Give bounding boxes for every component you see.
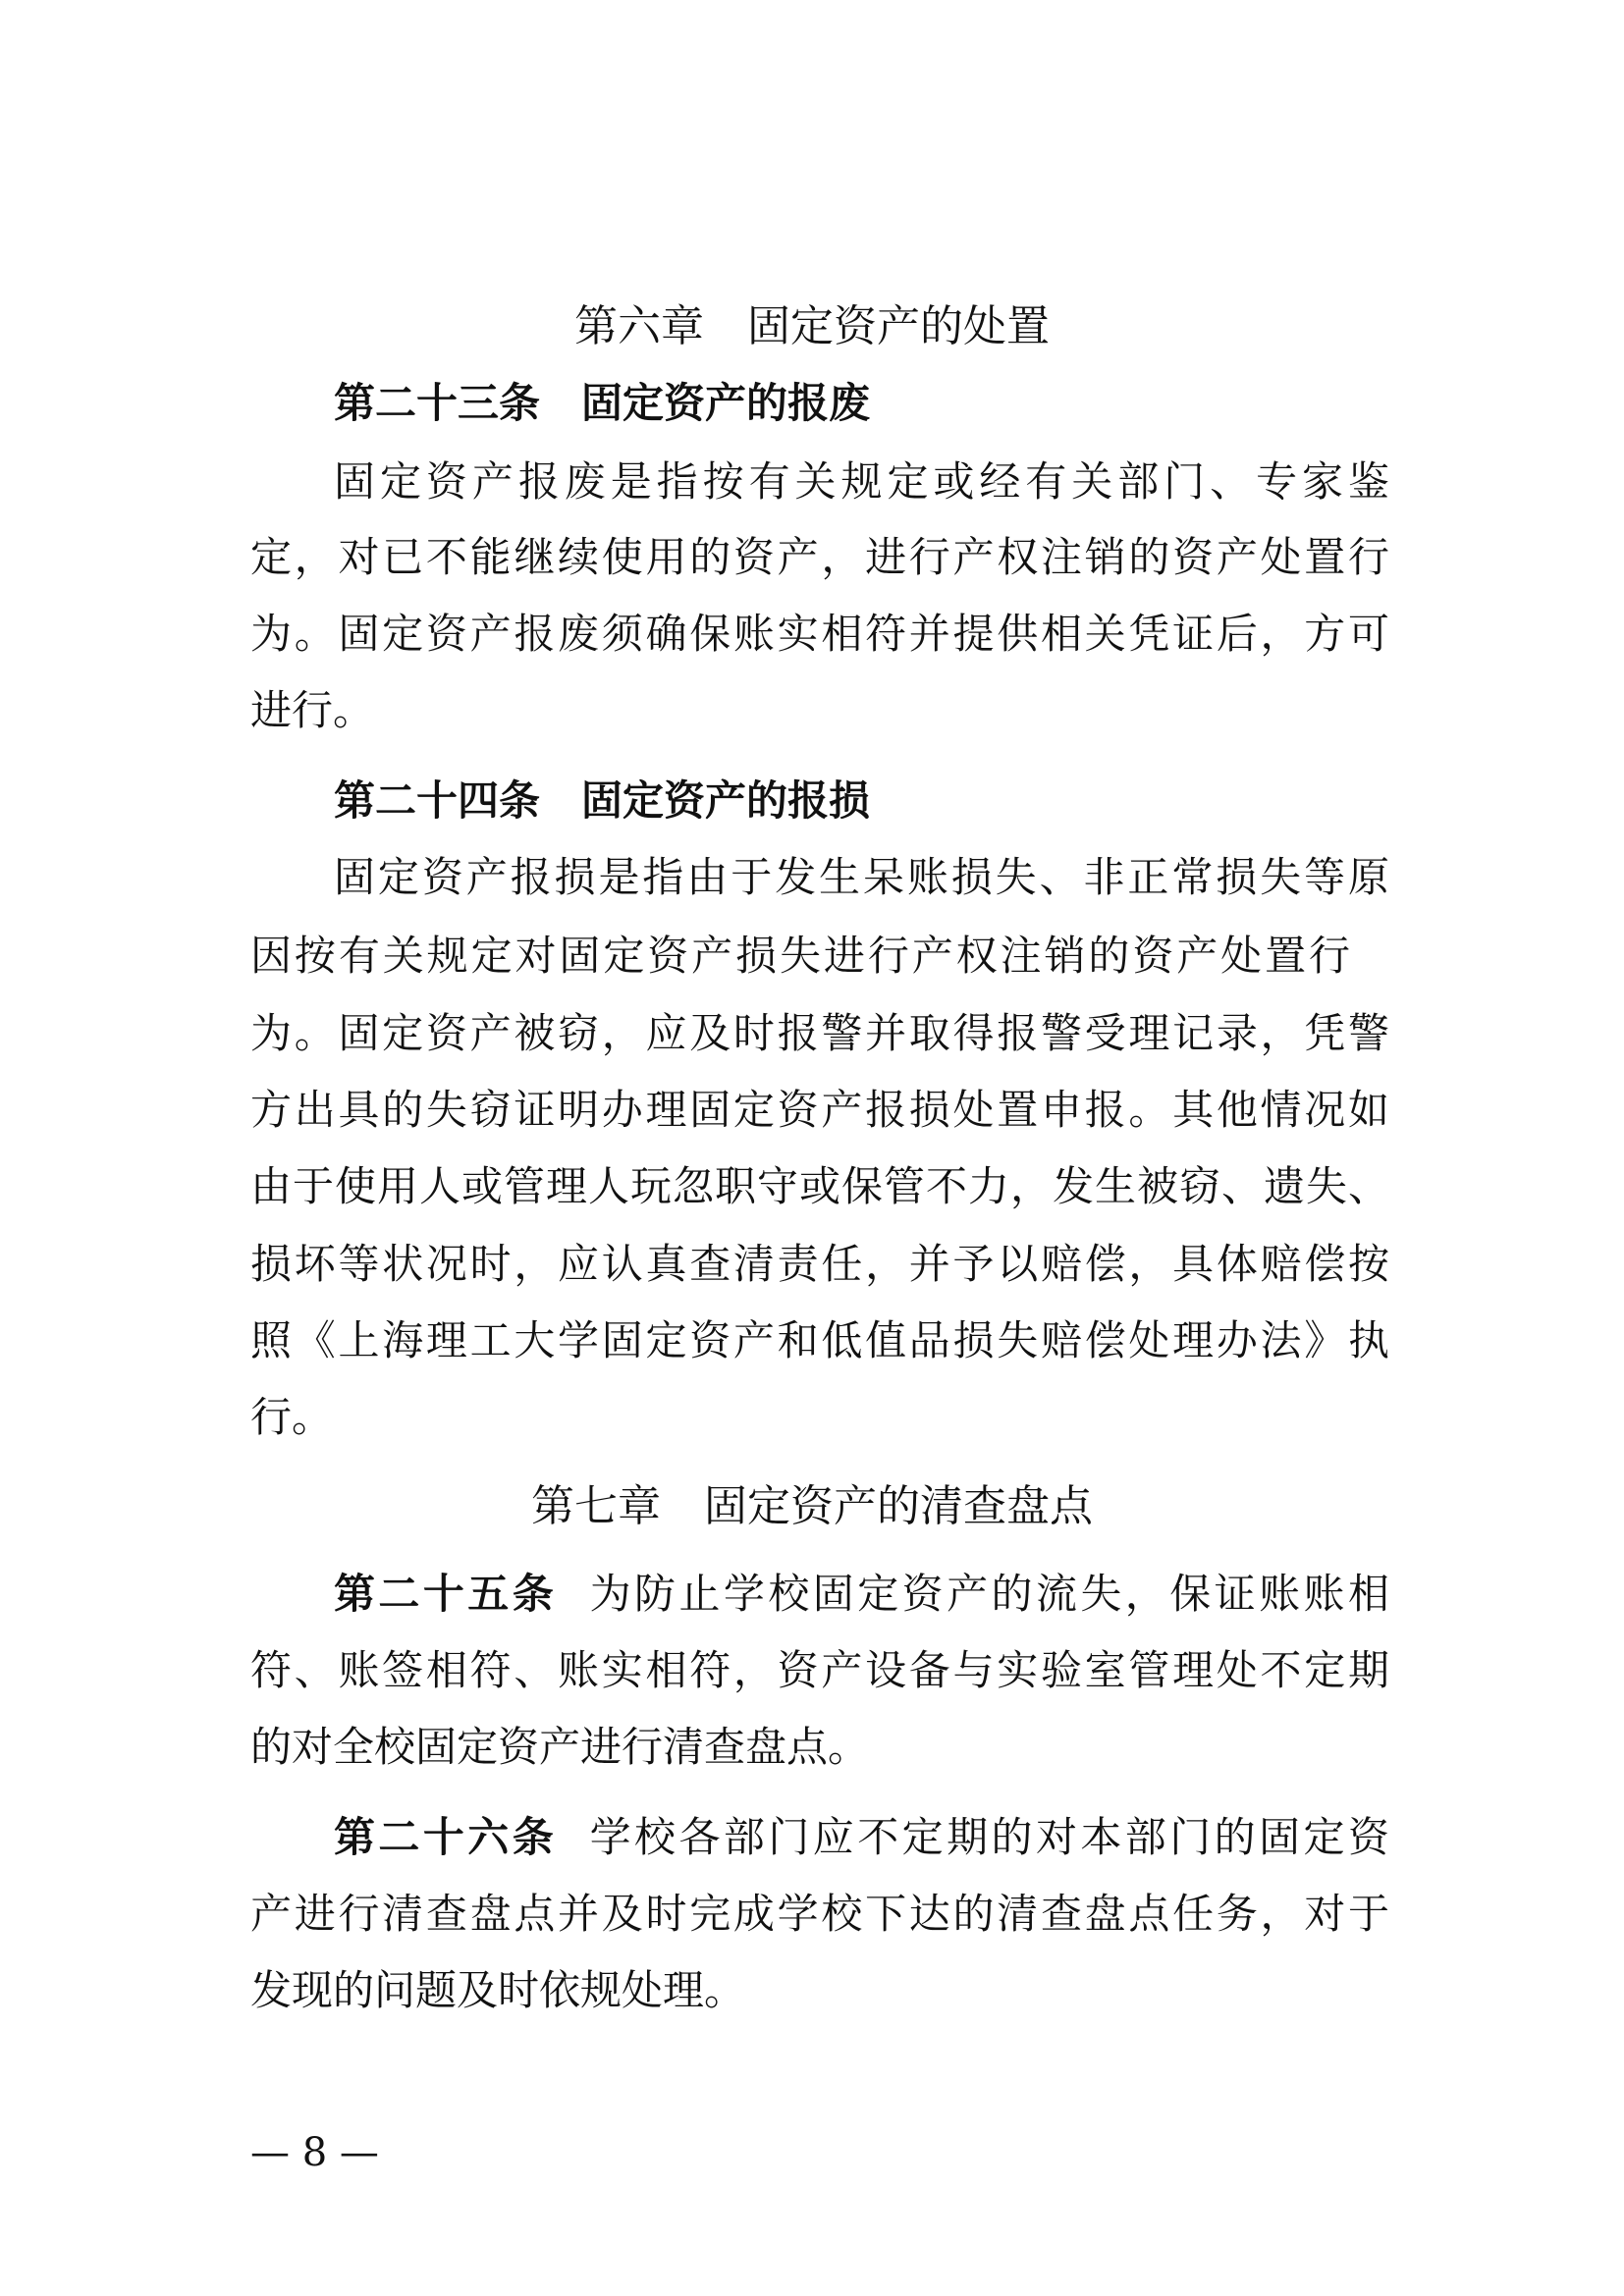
paragraph-line: 发现的问题及时依规处理。 (250, 1966, 746, 2014)
chapter-label: 第七章 (531, 1481, 661, 1531)
chapter-heading (0, 1480, 1624, 1533)
article-number: 第二十四条 (334, 776, 541, 825)
chapter-title: 固定资产的处置 (747, 301, 1050, 351)
article-title: 固定资产的报损 (581, 776, 871, 825)
paragraph-line: 由于使用人或管理人玩忽职守或保管不力，发生被窃、遗失、 (250, 1162, 1389, 1210)
article-heading (334, 775, 870, 827)
paragraph-line: 进行。 (250, 686, 375, 734)
paragraph-line: 定，对已不能继续使用的资产，进行产权注销的资产处置行 (250, 533, 1389, 581)
chapter-title: 固定资产的清查盘点 (704, 1481, 1093, 1531)
paragraph-line: 照《上海理工大学固定资产和低值品损失赔偿处理办法》执 (250, 1316, 1389, 1364)
paragraph-line: 产进行清查盘点并及时完成学校下达的清查盘点任务，对于 (250, 1890, 1389, 1938)
paragraph-line: 的对全校固定资产进行清查盘点。 (250, 1723, 870, 1771)
article-first-line (334, 1812, 1389, 1863)
paragraph-line: 符、账签相符、账实相符，资产设备与实验室管理处不定期 (250, 1646, 1389, 1694)
chapter-label: 第六章 (574, 301, 704, 351)
paragraph-line: 行。 (250, 1393, 334, 1441)
article-text: 学校各部门应不定期的对本部门的固定资 (586, 1813, 1389, 1861)
article-text: 为防止学校固定资产的流失，保证账账相 (586, 1570, 1389, 1618)
paragraph-line: 固定资产报损是指由于发生呆账损失、非正常损失等原 (334, 853, 1389, 901)
paragraph-line: 方出具的失窃证明办理固定资产报损处置申报。其他情况如 (250, 1086, 1389, 1134)
article-number: 第二十五条 (334, 1570, 558, 1618)
page-number: — 8 — (250, 2130, 379, 2175)
chapter-heading (0, 300, 1624, 353)
paragraph-line: 损坏等状况时，应认真查清责任，并予以赔偿，具体赔偿按 (250, 1240, 1389, 1288)
paragraph-line: 因按有关规定对固定资产损失进行产权注销的资产处置行 (250, 932, 1350, 980)
article-heading (334, 378, 870, 429)
article-first-line (334, 1569, 1389, 1620)
paragraph-line: 为。固定资产报废须确保账实相符并提供相关凭证后，方可 (250, 610, 1389, 658)
paragraph-line: 固定资产报废是指按有关规定或经有关部门、专家鉴 (334, 457, 1389, 506)
paragraph-line: 为。固定资产被窃，应及时报警并取得报警受理记录，凭警 (250, 1009, 1389, 1057)
article-title: 固定资产的报废 (581, 379, 871, 427)
article-number: 第二十三条 (334, 379, 541, 427)
article-number: 第二十六条 (334, 1813, 558, 1861)
